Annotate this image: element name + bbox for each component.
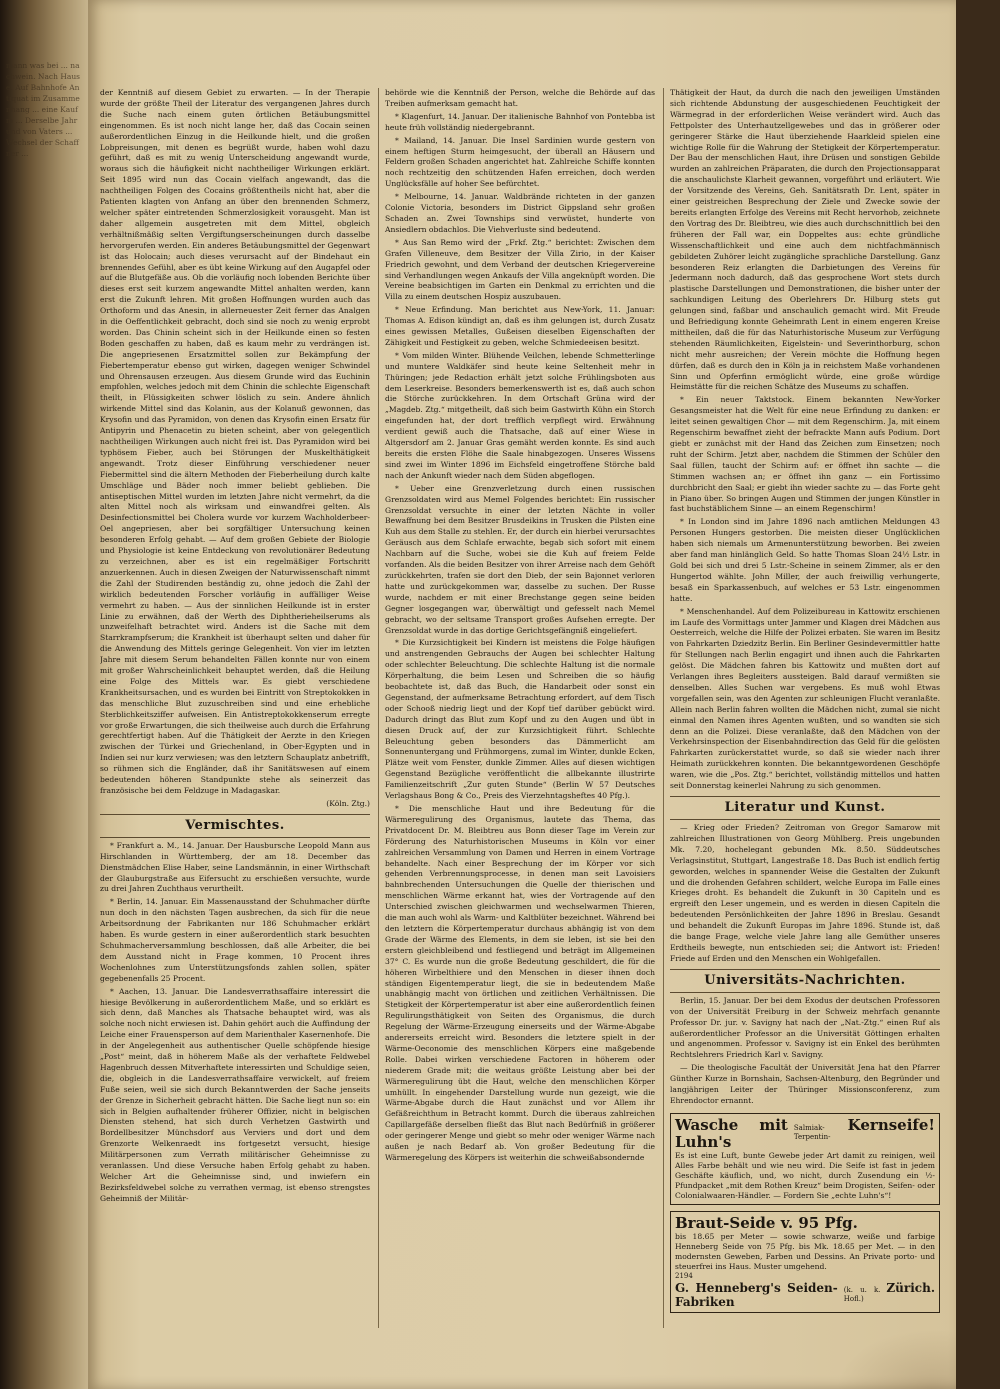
ad-soap-title-row (675, 1117, 935, 1151)
ad-soap-title-end: Kernseife! (847, 1115, 935, 1134)
ad-silk-code: 2194 (675, 1271, 693, 1280)
ad-silk-title: Braut-Seide v. 95 Pfg. (675, 1213, 858, 1232)
section-title-universitaet: Universitäts-Nachrichten. (670, 969, 940, 993)
news-item-klagenfurt: * Klagenfurt, 14. Januar. Der italienische Bahnhof von Pontebba ist heute früh vollständig niedergebrannt. (385, 111, 655, 132)
news-item-berlin: * Berlin, 14. Januar. Ein Massenausstand der Schuhmacher dürfte nun doch in den nächsten Tagen ausbrechen, da sich für die neue Arbeitsordnung der Fabrikanten nur 186 Schuhmacher erklärt haben. Es wurde gestern in einer außerordentlich stark besuchten Schuhmacherversammlung beschlossen, daß alle Arbeiter, die bei dem Ausstand nicht in Frage kommen, 10 Procent ihres Wochenlohnes zum Unterstützungsfonds zahlen sollen, später gegebenenfalls 25 Procent. (100, 897, 370, 983)
ad-soap-title-small: Salmiak-Terpentin- (793, 1123, 831, 1141)
news-item-continued: behörde wie die Kenntniß der Person, welche die Behörde auf das Treiben aufmerksam gemacht hat. (385, 88, 655, 108)
source-credit: (Köln. Ztg.) (326, 798, 370, 808)
university-item-berlin: Berlin, 15. Januar. Der bei dem Exodus der deutschen Professoren von der Universität Freiburg in der Schweiz mehrfach genannte Professor Dr. jur. v. Savigny hat nach der „Nat.-Ztg.“ einen Ruf als außerordentlicher Professor an die Universität Göttingen erhalten und angenommen. Professor v. Savigny ist ein Enkel des berühmten Rechtslehrers Friedrich Karl v. Savigny. (670, 995, 940, 1060)
column-3 (663, 88, 940, 1328)
news-item-skin-continued: Thätigkeit der Haut, da durch die nach den jeweiligen Umständen sich richtende Abdunstung der ausgeschiedenen Feuchtigkeit der Wärmegrad in der erforderlichen Weise verändert wird. Auch das Fettpolster des Unterhautzellgewebes und das in größerer oder geringerer Stärke die Haut überziehende Haarkleid spielen eine wichtige Rolle für die Wahrung der Stetigkeit der Körpertemperatur. Der Bau der menschlichen Haut, ihre Drüsen und sonstigen Gebilde wurden an zahlreichen Präparaten, die durch den Projectionsapparat die anschaulichste Klarheit gewannen, vorgeführt und erläutert. Wie der Vorsitzende des Vereins, Geh. Sanitätsrath Dr. Lent, später in einer geistreichen Besprechung der Ziele und Zwecke sowie der bereits erlangten Erfolge des Vereins mit Recht hervorhob, zeichnete den Vortrag des Dr. Bleibtreu, wie dies auch durchschnittlich bei den früheren der Fall war, ein Doppeltes aus: echte gründliche Wissenschaftlichkeit und eine auch dem nichtfachmännisch gebildeten Zuhörer leicht zugängliche sprachliche Darstellung. Ganz besonderen Reiz erlangten die Darbietungen des Vereins für Jedermann noch dadurch, daß das gesprochene Wort stets durch plastische Darstellungen und Demonstrationen, die bisher unter der sachkundigen Leitung des Oberlehrers Dr. Hilburg stets gut gelungen sind, faßbar und anschaulich gemacht wird. Mit Freude und Befriedigung konnte Geheimrath Lent in einem engeren Kreise mittheilen, daß die für das Naturhistorische Museum zur Verfügung stehenden Räumlichkeiten, Eigelstein- und Severinthorburg, schon nicht mehr ausreichen; der Verein möchte die Hoffnung hegen dürfen, daß es durch den in Köln ja in reichstem Maße vorhandenen Sinn und Opferfinn ermöglicht würde, eine große würdige Heimstätte für die reichen Schätze des Museums zu schaffen. (670, 88, 940, 392)
article-medicine-review: der Kenntniß auf diesem Gebiet zu erwarten. — In der Therapie wurde der größte Theil der Literatur des vergangenen Jahres durch die Suche nach einem guten örtlichen Betäubungsmittel eingenommen. Es ist noch nicht lange her, daß das Cocain seinen außerordentlichen Einzug in die Heilkunde hielt, und die großen Lobpreisungen, mit denen es begrüßt wurde, haben wohl dazu geführt, daß es mit zu wenig Unterscheidung angewandt wurde, woraus sich die häufigkeit nicht nachtheiliger Wirkungen erklärt. Seit 1895 wird nun das Cocain vielfach angewandt, das die nachtheiligen Folgen des Cocains größtentheils nicht hat, aber die Patienten klagten von Anfang an über den brennenden Schmerz, welcher später eintretenden Schmerzlosigkeit vorausgeht. Man ist daher allgemein ausgetreten mit dem Mittel, obgleich verhältnißmäßig selten Vergiftungserscheinungen durch dasselbe hervorgerufen werden. Ein anderes Betäubungsmittel der Gegenwart ist das Holocain; auch dieses verursacht auf der Bindehaut ein brennendes Gefühl, aber es übt keine Wirkung auf den Augapfel oder auf die Blutgefäße aus. Ob die vorläufig noch lobenden Berichte über dieses erst seit kurzem angewandte Mittel anhalten werden, kann erst die Zukunft lehren. Mit großen Hoffnungen wurden auch das Orthoform und das Anesin, in allerneuester Zeit ferner das Analgen in die Oeffentlichkeit gebracht, doch sind sie noch zu wenig erprobt worden. Das Chinin scheint sich in der Heilkunde einen so festen Boden geschaffen zu haben, daß es kaum mehr zu verdrängen ist. Die angepriesenen Ersatzmittel sollen zur Bekämpfung der Fiebertemperatur ebenso gut wirken, dagegen weniger Schwindel und Ohrensausen erzeugen. Aus diesem Grunde wird das Euchinin empfohlen, welches jedoch mit dem Chinin die schlechte Eigenschaft theilt, in Flüssigkeiten schwer löslich zu sein. Andere ähnlich wirkende Mittel sind das Kolanin, aus der Kolanuß gewonnen, das Krysofin und das Pyramidon, von denen das Krysofin einen Ersatz für Antipyrin und Phenacetin zu bieten scheint, aber von gelegentlich nachtheiligen Wirkungen auch nicht frei ist. Das Pyramidon wird bei typhösem Fieber, auch bei Störungen der Muskelthätigkeit angewandt. Trotz dieser Einführung verschiedener neuer Fiebermittel sind die ältern Methoden der Fieberheilung durch kalte Umschläge und Bäder noch immer beliebt geblieben. Die antiseptischen Mittel wurden im letzten Jahre nicht vermehrt, da die alten Mittel noch als wirksam und einwandfrei gelten. Als Desinfectionsmittel bei Cholera wurde vor kurzem Wachholderbeer-Oel angepriesen, aber bei sorgfältiger Untersuchung keinen besonderen Erfolg gehabt. — Auf dem großen Gebiete der Biologie und Physiologie ist keine Entdeckung von revolutionärer Bedeutung zu verzeichnen, aber es ist ein regelmäßiger Fortschritt anzuerkennen. Auch in diesen Zweigen der Naturwissenschaft nimmt die Zahl der Studirenden beständig zu, ohne jedoch die Zahl der wirklich bedeutenden Forscher vorläufig in auffälliger Weise vermehrt zu haben. — Aus der sinnlichen Heilkunde ist in erster Linie zu erwähnen, daß der Werth des Diphtherieheilserums als unzweifelhaft betrachtet wird. Anders ist die Sache mit dem Starrkrampfserum; die Krankheit ist überhaupt selten und daher für die Anwendung des Mittels geringe Gelegenheit. Von vier im letzten Jahre mit diesem Serum behandelten Fällen konnte nur von einem mit großer Wahrscheinlichkeit behauptet werden, daß die Heilung eine Folge des Mittels war. Es giebt verschiedene Krankheitsursachen, und es wurden bei Eintritt von Streptokokken in das menschliche Blut zuzuschreiben sind und eine erhebliche Sterblichkeitsziffer aufweisen. Ein Antistreptokokkenserum erregte vor große Erwartungen, die sich theilweise auch durch die Erfahrung gerechtfertigt haben. Auf die Thätigkeit der Aerzte in den Kriegen zwischen der Türkei und Griechenland, in Ober-Egypten und in Indien sei nur kurz verwiesen; was den letztern Schauplatz anbetrifft, so rühmen sich die Engländer, daß ihr Sanitätswesen auf einem bedeutenden höheren Standpunkte stehe als seinerzeit das französische bei dem Feldzuge in Madagaskar. (100, 88, 370, 795)
paper-stain (836, 1329, 956, 1389)
scan-background-right (956, 0, 1000, 1389)
news-item-mailand: * Mailand, 14. Januar. Die Insel Sardinien wurde gestern von einem heftigen Sturm heimgesucht, der überall an Häusern und Feldern großen Schaden angerichtet hat. Zahlreiche Schiffe konnten noch rechtzeitig den schützenden Hafen erreichen, doch werden Unglücksfälle auf hoher See befürchtet. (385, 135, 655, 189)
left-page-edge (0, 0, 88, 1389)
advertisement-silk (670, 1211, 940, 1313)
news-item-new-invention: * Neue Erfindung. Man berichtet aus New-York, 11. Januar: Thomas A. Edison kündigt an, daß es ihm gelungen ist, durch Zusatz eines gewissen Metalles, Gußeisen dieselben Eigenschaften der Zähigkeit und Festigkeit zu geben, welche Schmiedeeisen besitzt. (385, 305, 655, 347)
news-item-border-violation: * Ueber eine Grenzverletzung durch einen russischen Grenzsoldaten wird aus Memel Folgendes berichtet: Ein russischer Grenzsoldat versuchte in einer der letzten Nächte in voller Bewaffnung bei dem Besitzer Brusdeikins in Trusken die Pilsten eine Kuh aus dem Stalle zu stehlen. Er, der durch ein hierbei verursachtes Geräusch aus dem Schlafe erwachte, begab sich sofort mit einem Nachbarn auf die Suche, wobei sie die Kuh auf freiem Felde vorfanden. Als die beiden Besitzer von ihrer Arreise nach dem Gehöft zurückkehrten, trafen sie dort den Dieb, der sein Bajonnet verloren hatte und zurückgekommen war, dasselbe zu suchen. Der Russe wurde, nachdem er mit einer Brechstange gegen seine beiden Gegner losgegangen war, überwältigt und gefesselt nach Memel gebracht, wo der seltsame Transport großes Aufsehen erregte. Der Grenzsoldat wurde in das dortige Gerichtsgefängniß eingeliefert. (385, 483, 655, 635)
news-item-san-remo: * Aus San Remo wird der „Frkf. Ztg.“ berichtet: Zwischen dem Grafen Villeneuve, dem Besitzer der Villa Zirio, in der Kaiser Friedrich gewohnt, und dem Verband der deutschen Kriegervereine sind Verhandlungen wegen Ankaufs der Villa angeknüpft worden. Die Vereine beabsichtigen im Garten ein Denkmal zu errichten und die Villa zu einem deutschen Hospiz auszubauen. (385, 237, 655, 302)
newspaper-page (88, 0, 956, 1389)
ad-soap-title: Wasche mit Luhn's (675, 1115, 788, 1151)
news-item-aachen: * Aachen, 13. Januar. Die Landesverrathsaffaire interessirt die hiesige Bevölkerung in außerordentlichem Maße, und so erklärt es sich denn, daß Manches als Thatsache behauptet wird, was als solche noch nicht erwiesen ist. Dahin gehört auch die Auffindung der Leiche einer Frauensperson auf dem Marienthaler Kasernenhofe. Die in der Angelegenheit aus authentischer Quelle schöpfende hiesige „Post“ meint, daß in höherem Maße als der verhaftete Feldwebel Hagenbruch dessen Mitverhaftete interessirten und Schuldige seien, die, obgleich in die Landesverrathsaffaire verwickelt, auf freiem Fuße seien, weil sie sich durch Bekanntwerden der Sache jenseits der Grenze in Sicherheit gebracht hätten. Die Sache liegt nun so: ein sich in Belgien aufhaltender früherer Offizier, nicht in belgischen Diensten stehend, hat sich durch Verhetzen Gastwirth und Bordellbesitzer Münchsdorf aus Verviers und dort und dem Grenzorte Welkenraedt ins fortgesetzt versucht, hiesige Militärpersonen zum Verrath militärischer Geheimnisse zu veranlassen. Und diese Versuche haben Erfolg gehabt zu haben. Welcher Art die Geheimnisse sind, und inwiefern ein Bezirksfeldwebel solche zu verrathen vermag, ist ebenso strengstes Geheimniß der Militär- (100, 986, 370, 1203)
ad-silk-city: Zürich. (886, 1280, 935, 1295)
ad-soap-text: Es ist eine Luft, bunte Gewebe jeder Art damit zu reinigen, weil Alles Farbe behält und wie neu wird. Die Seife ist fast in jedem Geschäfte käuflich, und, wo nicht, durch Zusendung ein ½-Pfundpacket „mit dem Rothen Kreuz“ beim Drogisten, Seifen- oder Colonialwaaren-Händler. — Fordern Sie „echte Luhn's“! (675, 1150, 935, 1200)
column-1 (100, 88, 370, 1328)
news-item-human-trafficking: * Menschenhandel. Auf dem Polizeibureau in Kattowitz erschienen im Laufe des Vormittags unter Jammer und Klagen drei Mädchen aus Oesterreich, welche die Hilfe der Polizei erbaten. Sie waren im Besitz von Fahrkarten Dziedzitz Berlin. Ein Berliner Gesindevermittler hatte für Stellungen nach Berlin engagirt und ihnen auch die Fahrkarten gelöst. Die Mädchen fahren bis Kattowitz und mußten dort auf Verlangen ihres Begleiters aussteigen. Bald darauf vermißten sie denselben. Alles Suchen war vergebens. Es muß wohl Etwas vorgefallen sein, was den Agenten zur schleunigen Flucht veranlaßte. Allein nach Berlin fahren wollten die Mädchen nicht, zumal sie nicht einmal den Namen ihres Agenten wußten, und so wandten sie sich denn an die Polizei. Diese veranlaßte, daß den Mädchen von der Verkehrsinspection der Eisenbahndirection das Geld für die gelösten Fahrkarten zurückerstattet wurde, so daß sie wieder nach ihrer Heimath zurückkehren konnten. Die bekanntgewordenen Geschöpfe waren, wie die „Pos. Ztg.“ berichtet, vollständig mittellos und hatten seit Donnerstag keinerlei Nahrung zu sich genommen. (670, 606, 940, 791)
section-title-literatur: Literatur und Kunst. (670, 796, 940, 820)
left-page-bleed-text: mann was bei ... nachwein. Nach Hause. Auf Bahnhofe Antiquat im Zusammenhang ... eine Kaufm ... Derselbe Jahr und von Vaters ... Wechsel der Schaffner ... (6, 61, 81, 158)
news-item-myopia: * Die Kurzsichtigkeit bei Kindern ist meistens die Folge häufigen und anstrengenden Gebrauchs der Augen bei schlechter Haltung oder schlechter Beleuchtung. Die schlechte Haltung ist die normale Körperhaltung, die beim Lesen und Schreiben die so häufig beobachtete ist, daß das Buch, die Handarbeit oder sonst ein Gegenstand, der aufmerksame Betrachtung erfordert, auf dem Tisch oder Schooß niedrig liegt und der Kopf tief darüber gebückt wird. Dadurch dringt das Blut zum Kopf und zu den Augen und übt in diesen Druck auf, der zur Kurzsichtigkeit führt. Schlechte Beleuchtung geben besonders das Dämmerlicht am Sonnenuntergang und Frühmorgens, zumal im Winter, dunkle Ecken, Plätze weit vom Fenster, dunkle Zimmer. Alles auf diesen wichtigen Gegenstand Bezügliche veröffentlicht die allbekannte illustrirte Familienzeitschrift „Zur guten Stunde“ (Berlin W 57 Deutsches Verlagshaus Bong & Co., Preis des Vierzehntagsheftes 40 Pfg.). (385, 638, 655, 801)
news-item-london: * In London sind im Jahre 1896 nach amtlichen Meldungen 43 Personen Hungers gestorben. Die meisten dieser Unglücklichen haben sich niemals um Armenunterstützung beworben. Bei zweien aber fand man hinlänglich Geld. So hatte Thomas Sloan 24½ Lstr. in Gold bei sich und drei 5 Lstr.-Scheine in seinem Zimmer, als er den Hungertod wählte. John Miller, der auch freiwillig verhungerte, besaß ein Sparkassenbuch, auf welches er 53 Lstr. eingenommen hatte. (670, 517, 940, 603)
ad-silk-firm: G. Henneberg's Seiden-Fabriken (675, 1280, 838, 1309)
news-item-human-skin: * Die menschliche Haut und ihre Bedeutung für die Wärmeregulirung des Organismus, lautete das Thema, das Privatdocent Dr. M. Bleibtreu aus Bonn dieser Tage im Verein zur Förderung des Naturhistorischen Museums in Köln vor einer zahlreichen Versammlung von Damen und Herren in einem Vortrage behandelte. Nach einer Besprechung der im Körper vor sich gehenden Verbrennungsprocesse, in denen man seit Lavoisiers bahnbrechenden Untersuchungen die Quelle der thierischen und menschlichen Wärme erkannt hat, wies der Vortragende auf den Unterschied zwischen gleichwarmen und wechselwarmen Thieren, die man auch wohl als Warm- und Kaltblüter bezeichnet. Während bei den letztern die Körpertemperatur durchaus abhängig ist von dem Grade der Wärme des Elements, in dem sie leben, ist sie bei den erstern gleichbleibend und festliegend und beträgt im Allgemeinen 37° C. Es wurde nun die große Bedeutung geschildert, die für die höheren Wirbelthiere und den Menschen in dieser ihnen doch ständigen Eigentemperatur liegt, die sie in bedeutendem Maße unabhängig macht von örtlichen und zeitlichen Verhältnissen. Die Stetigkeit der Körpertemperatur ist aber eine außerordentlich feinen Regulirungsthätigkeit von Seiten des Organismus, die durch Regelung der Wärme-Erzeugung einerseits und der Wärme-Abgabe andererseits erreicht wird. Besonders die letztere spielt in der Wärme-Oeconomie des menschlichen Körpers eine maßgebende Rolle. Dabei wirken verschiedene Factoren in höherem oder niederem Grade mit; die weitaus größte Leistung aber bei der Wärmeregulirung übt die Haut, welche den menschlichen Körper umhüllt. In eingehender Darstellung wurde nun gezeigt, wie die Wärme-Abgabe durch die Haut zunächst und vor Allem ihr Gefäßreichthum in Betracht kommt. Durch die überaus zahlreichen Capillargefäße derselben fließt das Blut nach Bedürfniß in größerer oder geringerer Menge und giebt so mehr oder weniger Wärme nach außen je nach Bedarf ab. Von großer Bedeutung für die Wärmeregelung des Körpers ist weiterhin die schweißabsondernde (385, 804, 655, 1162)
news-item-mild-winter: * Vom milden Winter. Blühende Veilchen, lebende Schmetterlinge und muntere Waldkäfer sind heute keine Seltenheit mehr in Thüringen; jede Redaction erhält jetzt solche Frühlingsboten aus dem Leserkreise. Besonders bemerkenswerth ist es, daß auch schon die Störche zurückkehren. In dem Ortschaft Grüna wird der „Magdeb. Ztg.“ mitgetheilt, daß sich beim Gastwirth Kühn ein Storch eingefunden hat, der dort trefflich verpflegt wird. Erwähnung verdient gewiß auch die Thatsache, daß auf einer Wiese in Altgersdorf am 2. Januar Gras gemäht werden konnte. Es sind auch bereits die ersten Flöhe die Saale hinabgezogen. Unseres Wissens sind zwei im Winter 1896 im Eichsfeld eingetroffene Störche bald nach der Ankunft wieder nach dem Süden abgeflogen. (385, 350, 655, 480)
news-item-melbourne: * Melbourne, 14. Januar. Waldbrände richteten in der ganzen Colonie Victoria, besonders im District Gippsland sehr großen Schaden an. Zwei Townships sind verwüstet, hunderte von Ansiedlern obdachlos. Die Viehverluste sind bedeutend. (385, 192, 655, 234)
ad-silk-footer (675, 1272, 935, 1281)
section-title-vermischtes: Vermischtes. (100, 814, 370, 838)
university-item-jena: — Die theologische Facultät der Universität Jena hat den Pfarrer Günther Kurze in Bornshain, Sachsen-Altenburg, den Begründer und langjährigen Leiter der Thüringer Missionsconferenz, zum Ehrendoctor ernannt. (670, 1063, 940, 1105)
text-columns (100, 88, 940, 1328)
ad-silk-firm-row (675, 1281, 935, 1309)
ad-silk-firm-note: (k. u. k. Hofl.) (843, 1285, 881, 1303)
ad-silk-text: bis 18.65 per Meter — sowie schwarze, weiße und farbige Henneberg Seide von 75 Pfg. bis Mk. 18.65 per Met. — in den modernsten Geweben, Farben und Dessins. An Private porto- und steuerfrei ins Haus. Muster umgehend. (675, 1231, 935, 1271)
column-2 (378, 88, 655, 1328)
news-item-frankfurt: * Frankfurt a. M., 14. Januar. Der Hausbursche Leopold Mann aus Hirschlanden in Württemberg, der am 18. December das Dienstmädchen Elise Haber, seine Landsmännin, in einer Wirthschaft der Glauburgstraße aus Eifersucht zu erschießen versuchte, wurde zu drei Jahren Zuchthaus verurtheilt. (100, 840, 370, 894)
news-item-baton: * Ein neuer Taktstock. Einem bekannten New-Yorker Gesangsmeister hat die Welt für eine neue Erfindung zu danken: er leitet seinen gewaltigen Chor — mit dem Regenschirm. Ja, mit einem Regenschirm bewaffnet zieht der befrackte Mann aufs Podium. Dort giebt er zunächst mit der Hand das Zeichen zum Einsetzen; noch ruht der Schirm. Jetzt aber, nachdem die Stimmen der Schüler den Saal füllen, taucht der Schirm auf: er öffnet ihn sachte — die Stimmen wachsen an; er öffnet ihn ganz — ein Fortissimo durchbricht den Saal; er giebt ihn wieder sachte zu — das Forte geht in Piano über. So bringen Augen und Stimmen der jungen Künstler in fast buchstäblichem Sinne — an einem Regenschirm! (670, 395, 940, 514)
literature-item: — Krieg oder Frieden? Zeitroman von Gregor Samarow mit zahlreichen Illustrationen von Georg Mühlberg. Preis ungebunden Mk. 7.20, hochelegant gebunden Mk. 8.50. Süddeutsches Verlagsinstitut, Stuttgart, Langestraße 18. Das Buch ist endlich fertig geworden, welches in spannender Weise die Gestalten der Zukunft und die drohenden Gefahren schildert, welche Europa im Falle eines Krieges droht. Es behandelt die Zukunft in 30 Capiteln und es ergreift den Leser ungemein, und es werden in diesen Capiteln die bedeutenden Persönlichkeiten der Jahre 1896 in Breslau. Gesandt und behandelt die Zukunft Europas im Jahre 1896. Stunde ist, daß die bange Frage, welche viele Jahre lang alle Gemüther unseres Erdtheils bewegte, nun entschieden sei; die Antwort ist: Frieden! Friede auf Erden und den Menschen ein Wohlgefallen. (670, 823, 940, 963)
advertisement-soap (670, 1113, 940, 1205)
